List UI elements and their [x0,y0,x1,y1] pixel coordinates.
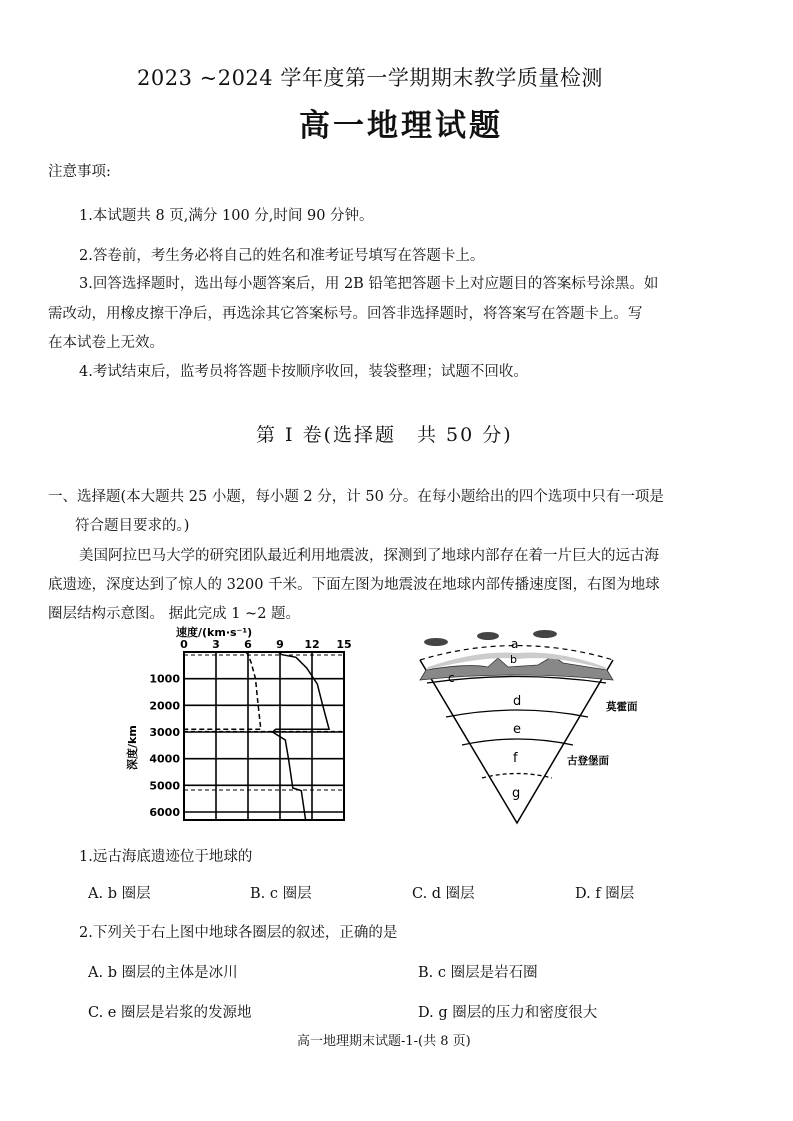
notice-item: 在本试卷上无效。 [48,335,164,351]
cloud-icon [477,632,499,640]
chart-xtick-label: 6 [244,638,252,651]
chart-xtick-label: 12 [304,638,320,651]
layer-label-c: c [448,671,455,685]
chart-ytick-label: 3000 [149,726,180,739]
chart-ytick-label: 2000 [149,699,180,713]
exam-subtitle: 2023 ~2024 学年度第一学期期末教学质量检测 [137,66,603,90]
cloud-icon [424,638,448,646]
passage-line: 美国阿拉巴马大学的研究团队最近利用地震波，探测到了地球内部存在着一片巨大的远古海 [79,548,659,564]
chart-ytick-label: 1000 [149,672,180,686]
question-stem-2: 2.下列关于右上图中地球各圈层的叙述，正确的是 [79,925,398,941]
notice-item: 3.回答选择题时，选出每小题答案后，用 2B 铅笔把答题卡上对应题目的答案标号涂黑。如 [79,276,659,292]
passage-line: 底遗迹，深度达到了惊人的 3200 千米。下面左图为地震波在地球内部传播速度图，右图为地球 [48,577,660,593]
page-title: 高一地理试题 [299,108,503,144]
chart-xtick-label: 0 [180,638,188,651]
notice-item: 1.本试题共 8 页,满分 100 分,时间 90 分钟。 [79,208,374,224]
chart-xtick-label: 9 [276,638,284,651]
layer-label-e: e [513,722,521,737]
chart-xtick-label: 3 [212,638,220,651]
passage-line: 圈层结构示意图。 据此完成 1 ~2 题。 [48,606,301,622]
layer-label-f: f [513,751,518,766]
layer-label-a: a [511,637,519,651]
section-title: 第 I 卷(选择题 共 50 分) [256,424,513,446]
chart-ytick-label: 6000 [149,806,180,819]
cloud-icon [533,630,557,638]
question-1-option-d[interactable]: D. f 圈层 [575,886,635,902]
notice-item: 需改动，用橡皮擦干净后，再选涂其它答案标号。回答非选择题时，将答案写在答题卡上。写 [48,306,643,322]
question-1-option-c[interactable]: C. d 圈层 [412,886,475,902]
question-2-option-c[interactable]: C. e 圈层是岩浆的发源地 [88,1005,252,1021]
question-2-option-d[interactable]: D. g 圈层的压力和密度很大 [418,1005,598,1021]
chart-series-p-wave [273,652,330,820]
notice-heading: 注意事项: [48,164,111,180]
chart-ylabel: 深度/km [126,725,139,770]
layer-label-d: d [513,694,522,709]
layer-label-g: g [512,786,521,801]
question-2-option-a[interactable]: A. b 圈层的主体是冰川 [88,965,238,981]
question-2-option-b[interactable]: B. c 圈层是岩石圈 [418,965,538,981]
part-heading-cont: 符合题目要求的。) [75,518,190,534]
earth-layers-diagram [408,625,653,825]
layer-boundary-d-e [446,710,588,717]
chart-ytick-label: 5000 [149,779,180,793]
gutenberg-line [462,739,573,745]
page-footer: 高一地理期末试题-1-(共 8 页) [297,1034,471,1049]
gutenberg-label: 古登堡面 [567,755,609,767]
question-stem-1: 1.远古海底遗迹位于地球的 [79,849,253,865]
chart-xlabel: 速度/(km·s⁻¹) [176,626,253,639]
notice-item: 4.考试结束后，监考员将答题卡按顺序收回，装袋整理；试题不回收。 [79,364,528,380]
moho-label: 莫霍面 [606,701,638,713]
notice-item: 2.答卷前，考生务必将自己的姓名和准考证号填写在答题卡上。 [79,248,485,264]
part-heading: 一、选择题(本大题共 25 小题，每小题 2 分，计 50 分。在每小题给出的四个选项中只有一项是 [48,489,664,505]
layer-boundary-f-g [482,774,552,779]
seismic-velocity-chart [120,620,365,830]
chart-xtick-label: 15 [336,638,352,651]
chart-series-s-wave [184,652,261,729]
question-1-option-a[interactable]: A. b 圈层 [88,886,151,902]
chart-frame [184,652,344,820]
question-1-option-b[interactable]: B. c 圈层 [250,886,312,902]
chart-ytick-label: 4000 [149,752,180,766]
layer-label-b: b [510,653,517,666]
